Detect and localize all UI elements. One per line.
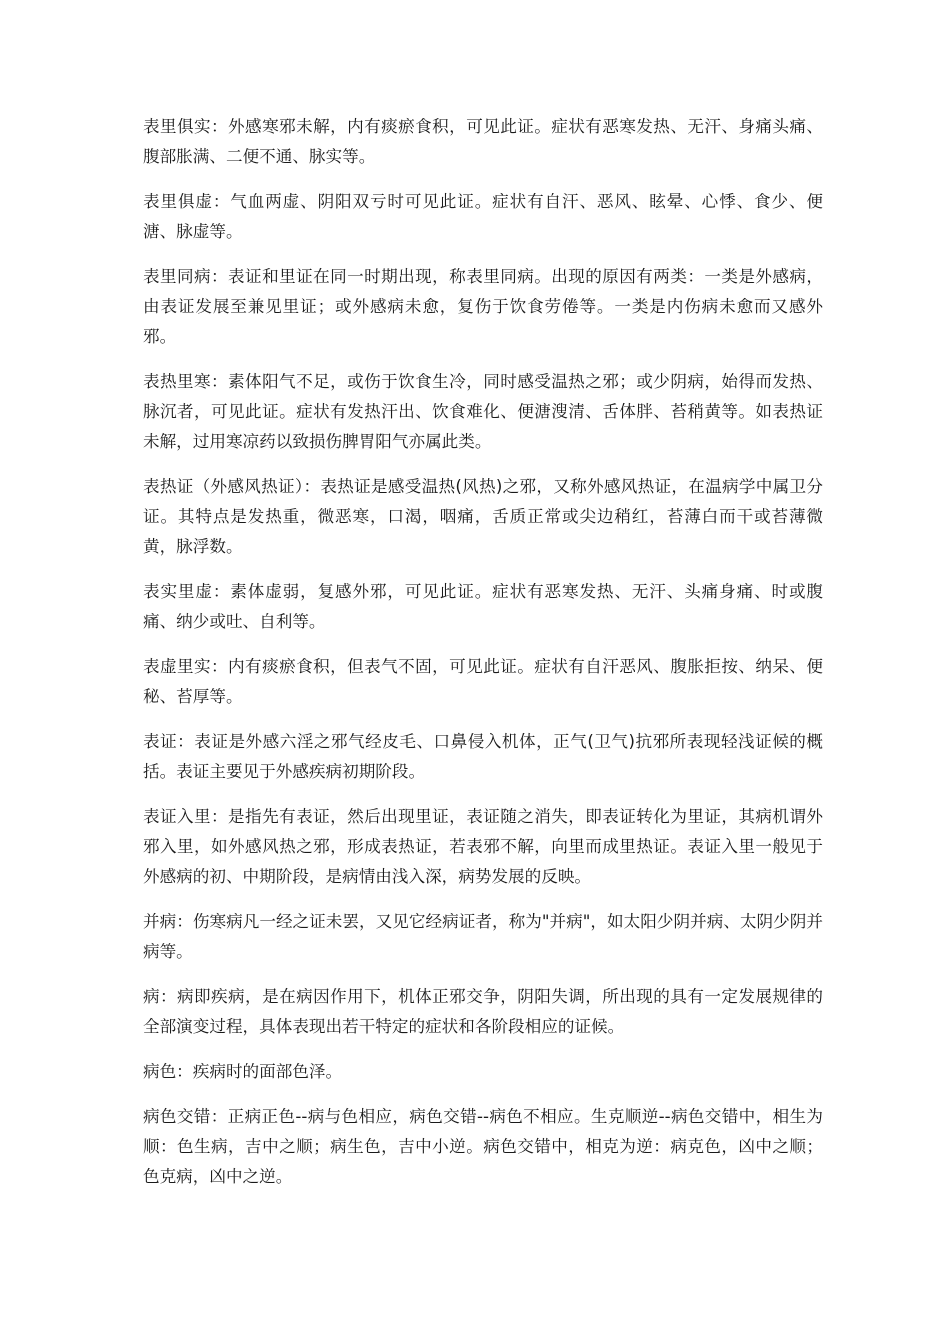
entry-biaoli-jushi: 表里俱实：外感寒邪未解，内有痰瘀食积，可见此证。症状有恶寒发热、无汗、身痛头痛、腹部胀满、二便不通、脉实等。 [143, 117, 823, 166]
entry-biaoli-tongbing: 表里同病：表证和里证在同一时期出现，称表里同病。出现的原因有两类：一类是外感病，由表证发展至兼见里证；或外感病未愈，复伤于饮食劳倦等。一类是内伤病未愈而又感外邪。 [143, 267, 823, 346]
entry-biaozheng: 表证：表证是外感六淫之邪气经皮毛、口鼻侵入机体，正气(卫气)抗邪所表现轻浅证候的概括。表证主要见于外感疾病初期阶段。 [143, 732, 823, 781]
entry-biaoxu-lishi: 表虚里实：内有痰瘀食积，但表气不固，可见此证。症状有自汗恶风、腹胀拒按、纳呆、便秘、苔厚等。 [143, 657, 823, 706]
entry-biaore-zheng: 表热证（外感风热证）：表热证是感受温热(风热)之邪，又称外感风热证，在温病学中属卫分证。其特点是发热重，微恶寒，口渴，咽痛，舌质正常或尖边稍红，苔薄白而干或苔薄微黄，脉浮数。 [143, 477, 823, 556]
entry-biaoli-juxu: 表里俱虚：气血两虚、阴阳双亏时可见此证。症状有自汗、恶风、眩晕、心悸、食少、便溏、脉虚等。 [143, 192, 823, 241]
entry-bingse-jiaocuo: 病色交错：正病正色--病与色相应，病色交错--病色不相应。生克顺逆--病色交错中，相生为顺：色生病，吉中之顺；病生色，吉中小逆。病色交错中，相克为逆：病克色，凶中之顺；色克病，凶中之逆。 [143, 1107, 823, 1186]
document-body [143, 112, 823, 1207]
entry-bing: 病：病即疾病，是在病因作用下，机体正邪交争，阴阳失调，所出现的具有一定发展规律的全部演变过程，具体表现出若干特定的症状和各阶段相应的证候。 [143, 987, 823, 1036]
entry-biaore-lihan: 表热里寒：素体阳气不足，或伤于饮食生冷，同时感受温热之邪；或少阴病，始得而发热、脉沉者，可见此证。症状有发热汗出、饮食难化、便溏溲清、舌体胖、苔稍黄等。如表热证未解，过用寒凉药以致损伤脾胃阳气亦属此类。 [143, 372, 823, 451]
entry-biaoshi-lixu: 表实里虚：素体虚弱，复感外邪，可见此证。症状有恶寒发热、无汗、头痛身痛、时或腹痛、纳少或吐、自利等。 [143, 582, 823, 631]
entry-bingse: 病色：疾病时的面部色泽。 [143, 1062, 343, 1081]
entry-biaozheng-ruli: 表证入里：是指先有表证，然后出现里证，表证随之消失，即表证转化为里证，其病机谓外邪入里，如外感风热之邪，形成表热证，若表邪不解，向里而成里热证。表证入里一般见于外感病的初、中期阶段，是病情由浅入深，病势发展的反映。 [143, 807, 823, 886]
entry-bingbing: 并病：伤寒病凡一经之证未罢，又见它经病证者，称为"并病"，如太阳少阴并病、太阴少阴并病等。 [143, 912, 823, 961]
